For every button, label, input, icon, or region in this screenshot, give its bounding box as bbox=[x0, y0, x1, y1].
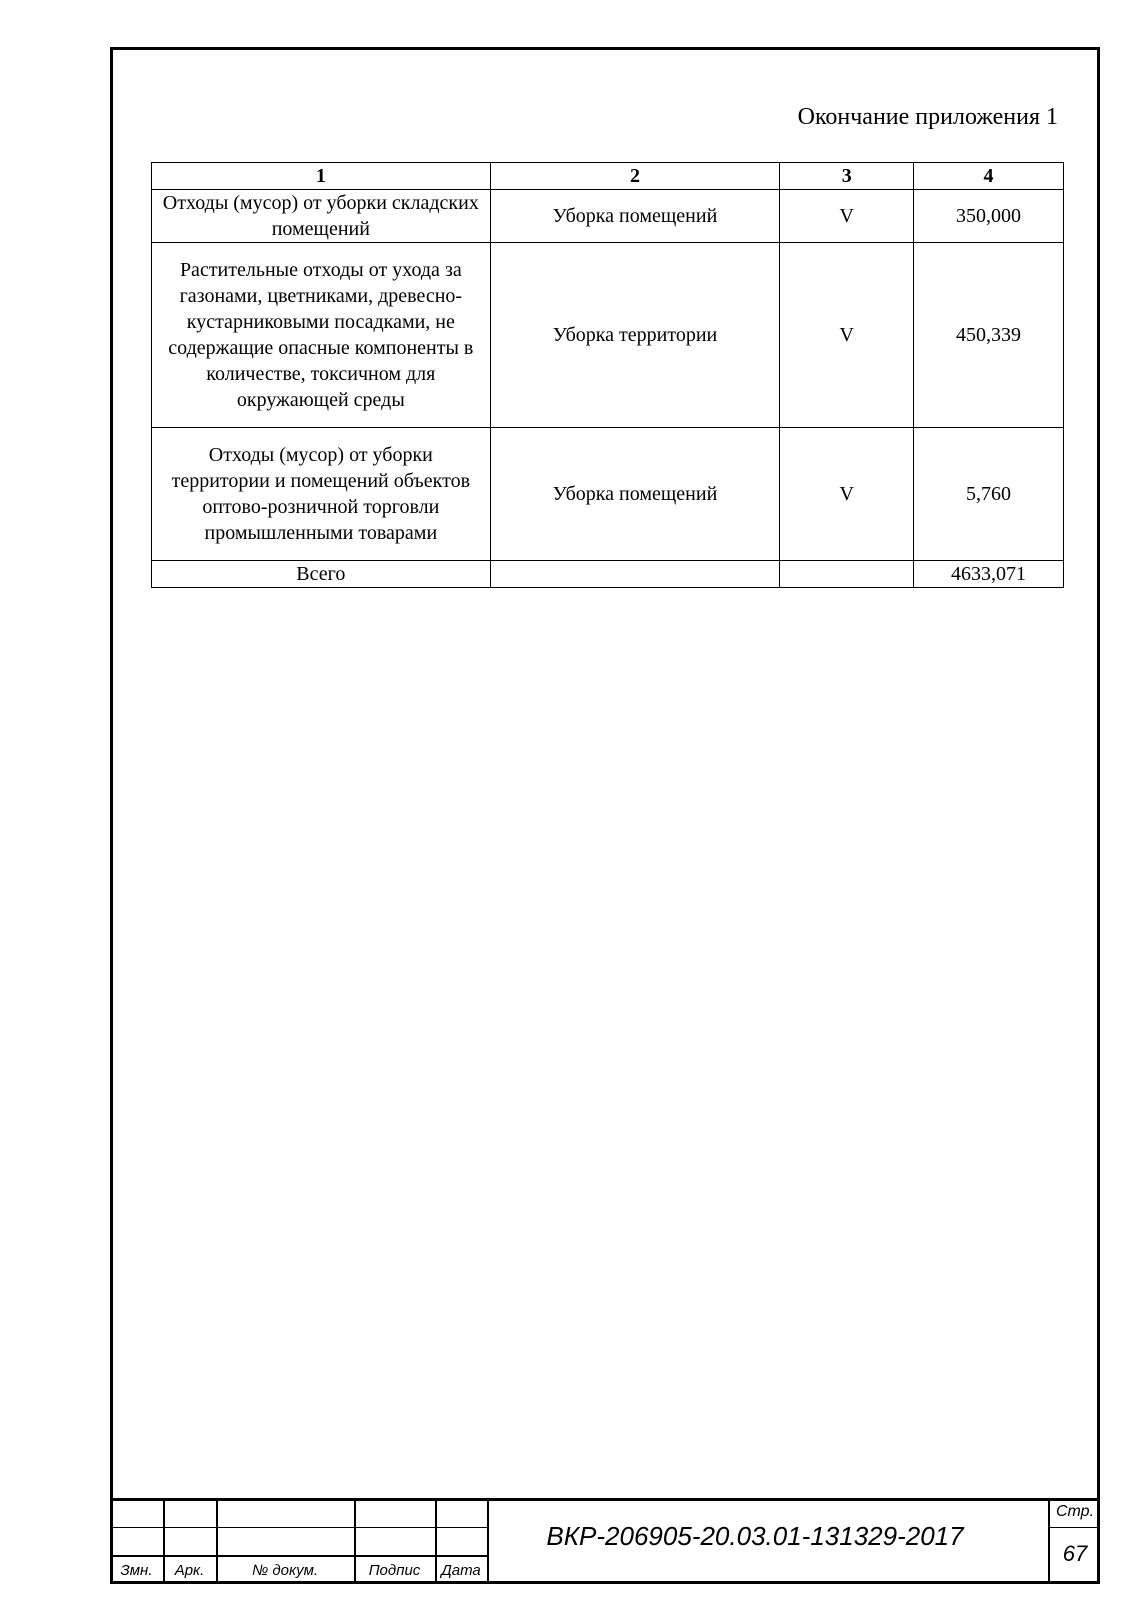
process-cell: Уборка помещений bbox=[490, 190, 780, 243]
header-cell-1: 1 bbox=[152, 163, 491, 190]
header-cell-3: 3 bbox=[780, 163, 914, 190]
waste-name-cell: Растительные отходы от ухода за газонами, цветниками, древесно-кустарниковыми посадками, не содержащие опасные компоненты в количестве, токсичном для окружающей среды bbox=[152, 243, 491, 428]
stamp-sign-label: Подпис bbox=[368, 1562, 421, 1579]
page-number: 67 bbox=[1062, 1541, 1088, 1566]
continuation-heading: Окончание приложения 1 bbox=[797, 104, 1058, 130]
hazard-class-cell: V bbox=[780, 243, 914, 428]
stamp-sheet-label: Арк. bbox=[174, 1562, 205, 1579]
header-cell-4: 4 bbox=[914, 163, 1064, 190]
waste-table bbox=[151, 162, 1064, 588]
total-amount-cell: 4633,071 bbox=[914, 561, 1064, 588]
stamp-row-line bbox=[110, 1527, 487, 1528]
process-cell: Уборка территории bbox=[490, 243, 780, 428]
stamp-date-label: Дата bbox=[441, 1562, 481, 1579]
hazard-class-cell: V bbox=[780, 428, 914, 561]
hazard-class-cell: V bbox=[780, 190, 914, 243]
waste-name-cell: Отходы (мусор) от уборки территории и помещений объектов оптово-розничной торговли промышленными товарами bbox=[152, 428, 491, 561]
total-process-cell bbox=[490, 561, 780, 588]
total-class-cell bbox=[780, 561, 914, 588]
page-cell-line bbox=[1048, 1527, 1100, 1528]
process-cell: Уборка помещений bbox=[490, 428, 780, 561]
header-cell-2: 2 bbox=[490, 163, 780, 190]
table-row bbox=[152, 428, 1064, 561]
total-label-cell: Всего bbox=[152, 561, 491, 588]
stamp-row-line bbox=[110, 1555, 487, 1557]
title-block bbox=[110, 1498, 1100, 1584]
table-row bbox=[152, 190, 1064, 243]
amount-cell: 350,000 bbox=[914, 190, 1064, 243]
stamp-change-label: Змн. bbox=[120, 1562, 153, 1579]
table-header-row bbox=[152, 163, 1064, 190]
page-label: Стр. bbox=[1055, 1503, 1095, 1520]
waste-name-cell: Отходы (мусор) от уборки складских помещений bbox=[152, 190, 491, 243]
table-row bbox=[152, 243, 1064, 428]
amount-cell: 450,339 bbox=[914, 243, 1064, 428]
stamp-doc-label: № докум. bbox=[251, 1562, 319, 1579]
amount-cell: 5,760 bbox=[914, 428, 1064, 561]
total-row bbox=[152, 561, 1064, 588]
document-number: ВКР-206905-20.03.01-131329-2017 bbox=[546, 1521, 964, 1551]
